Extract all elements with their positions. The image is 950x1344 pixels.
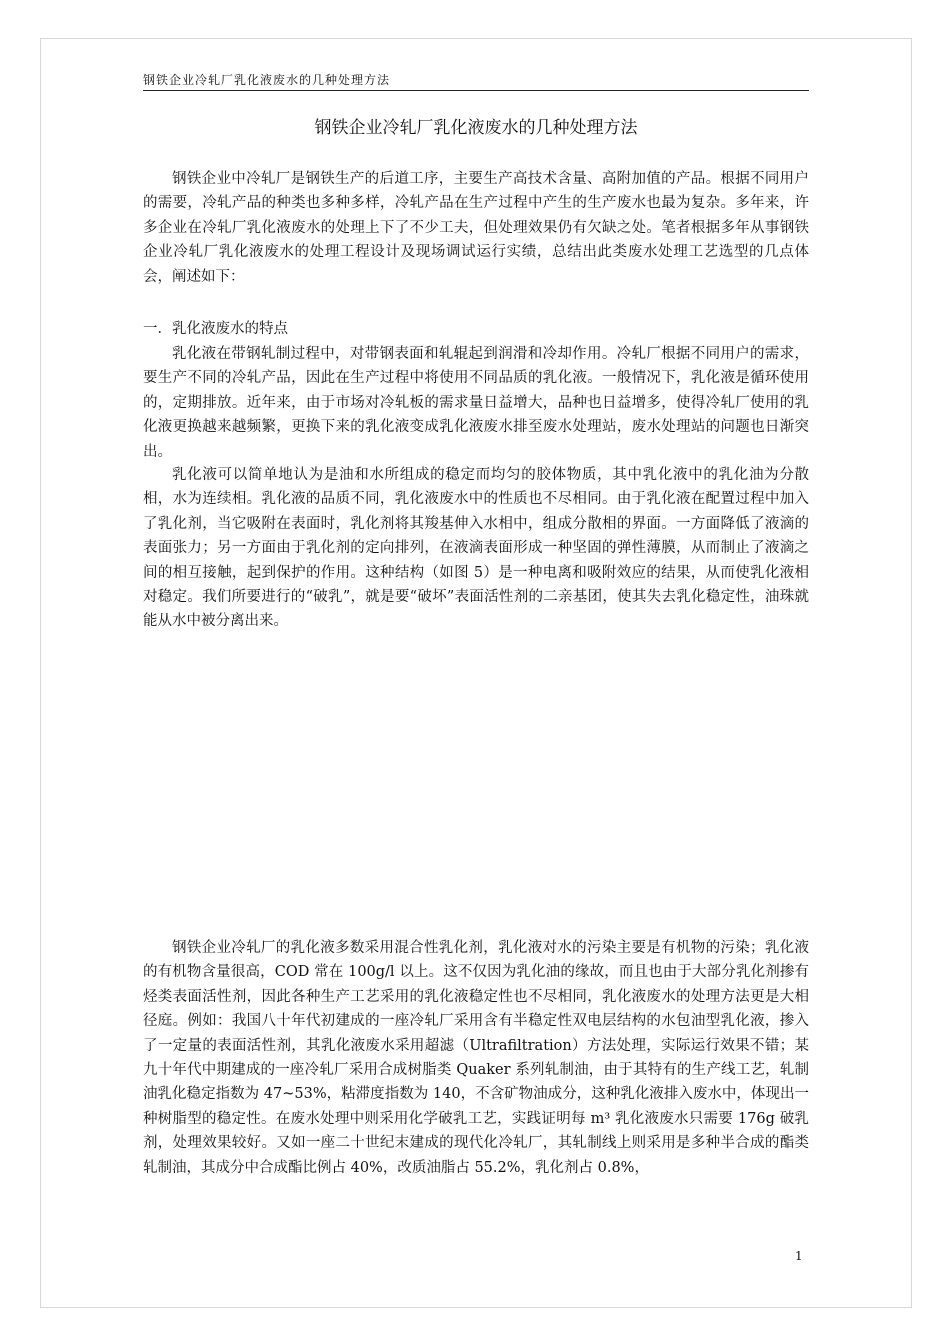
section1-paragraph-2: 乳化液可以简单地认为是油和水所组成的稳定而均匀的胶体物质，其中乳化液中的乳化油为分散相，水为连续相。乳化液的品质不同，乳化液废水中的性质也不尽相同。由于乳化液在配置过程中加入了乳化剂，当它吸附在表面时，乳化剂将其羧基伸入水相中，组成分散相的界面。一方面降低了液滴的表面张力；另一方面由于乳化剂的定向排列，在液滴表面形成一种坚固的弹性薄膜，从而制止了液滴之间的相互接触，起到保护的作用。这种结构（如图 5）是一种电离和吸附效应的结果，从而使乳化液相对稳定。我们所要进行的“破乳”，就是要“破坏”表面活性剂的二亲基团，使其失去乳化稳定性，油珠就能从水中被分离出来。	[143, 467, 809, 630]
page-number: 1	[795, 1249, 803, 1263]
intro-paragraph: 钢铁企业中冷轧厂是钢铁生产的后道工序，主要生产高技术含量、高附加值的产品。根据不同用户的需要，冷轧产品的种类也多种多样，冷轧产品在生产过程中产生的生产废水也最为复杂。多年来，许多企业在冷轧厂乳化液废水的处理上下了不少工夫，但处理效果仍有欠缺之处。笔者根据多年从事钢铁企业冷轧厂乳化液废水的处理工程设计及现场调试运行实绩，总结出此类废水处理工艺选型的几点体会，阐述如下：	[143, 171, 809, 285]
document-title: 钢铁企业冷轧厂乳化液废水的几种处理方法	[314, 118, 638, 138]
running-header: 钢铁企业冷轧厂乳化液废水的几种处理方法	[143, 72, 809, 91]
section1-paragraph-1: 乳化液在带钢轧制过程中，对带钢表面和轧辊起到润滑和冷却作用。冷轧厂根据不同用户的需求，要生产不同的冷轧产品，因此在生产过程中将使用不同品质的乳化液。一般情况下，乳化液是循环使用的，定期排放。近年来，由于市场对冷轧板的需求量日益增大，品种也日益增多，使得冷轧厂使用的乳化液更换越来越频繁，更换下来的乳化液变成乳化液废水排至废水处理站，废水处理站的问题也日渐突出。	[143, 346, 809, 460]
section-heading-characteristics: 一．乳化液废水的特点	[143, 321, 288, 337]
section1-paragraph-3: 钢铁企业冷轧厂的乳化液多数采用混合性乳化剂，乳化液对水的污染主要是有机物的污染；乳化液的有机物含量很高，COD 常在 100g/l 以上。这不仅因为乳化油的缘故，而且也由于大部分乳化剂掺有烃类表面活性剂，因此各种生产工艺采用的乳化液稳定性也不尽相同，乳化液废水的处理方法更是大相径庭。例如：我国八十年代初建成的一座冷轧厂采用含有半稳定性双电层结构的水包油型乳化液，掺入了一定量的表面活性剂，其乳化液废水采用超滤（Ultrafiltration）方法处理，实际运行效果不错；某九十年代中期建成的一座冷轧厂采用合成树脂类 Quaker 系列轧制油，由于其特有的生产线工艺，轧制油乳化稳定指数为 47~53%，粘滞度指数为 140，不含矿物油成分，这种乳化液排入废水中，体现出一种树脂型的稳定性。在废水处理中则采用化学破乳工艺，实践证明每 m³ 乳化液废水只需要 176g 破乳剂，处理效果较好。又如一座二十世纪末建成的现代化冷轧厂，其轧制线上则采用是多种半合成的酯类轧制油，其成分中合成酯比例占 40%，改质油脂占 55.2%，乳化剂占 0.8%，	[143, 940, 809, 1176]
